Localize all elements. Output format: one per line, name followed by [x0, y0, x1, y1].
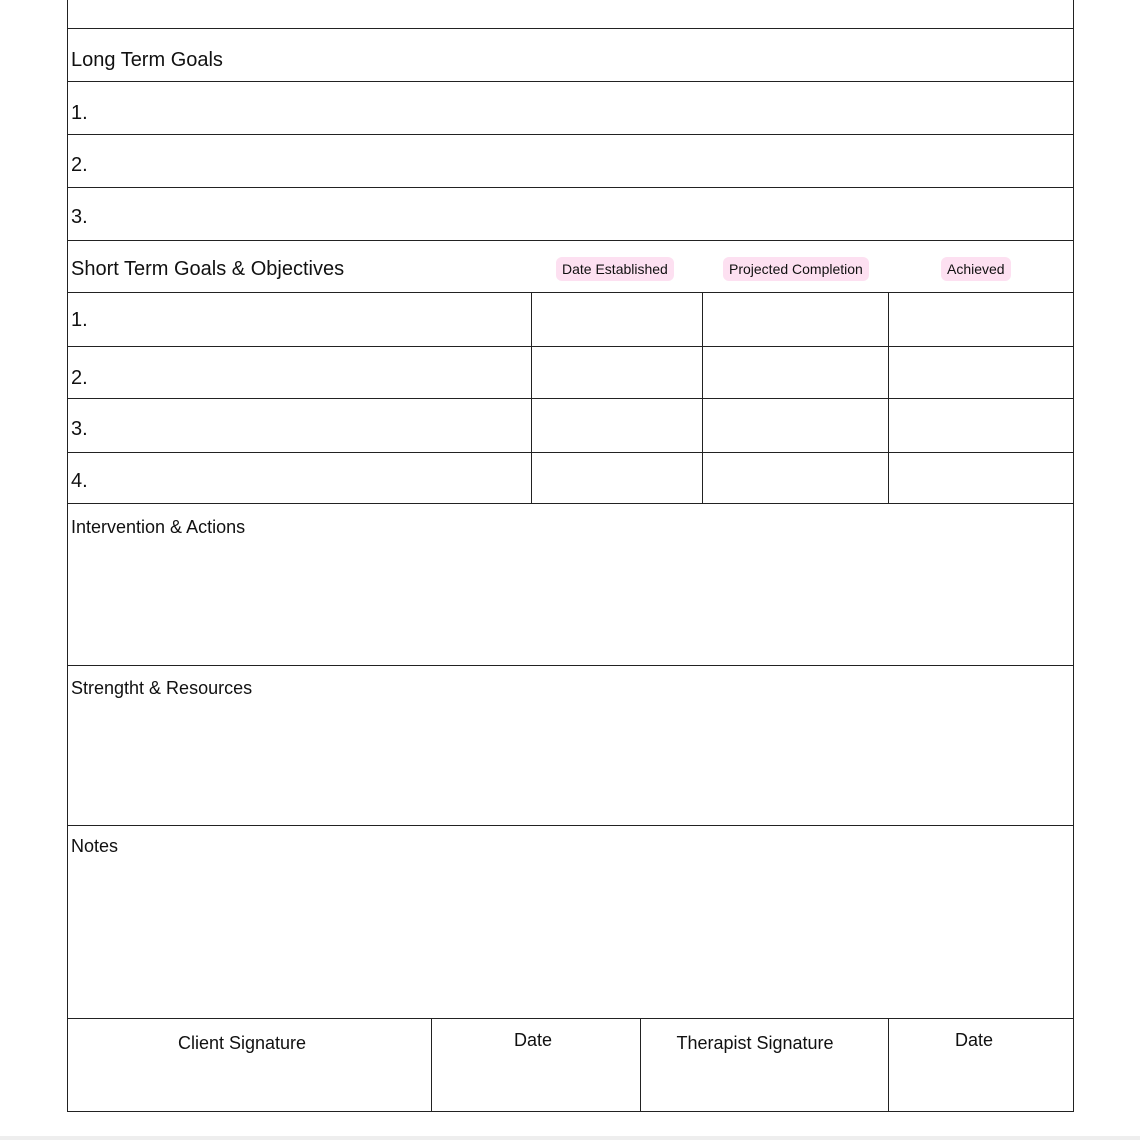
short-term-goal-row[interactable]: [68, 293, 1073, 347]
treatment-plan-form: [67, 0, 1074, 1112]
long-term-goal-number: 1.: [71, 102, 88, 124]
strengths-resources-section[interactable]: [68, 666, 1073, 826]
signature-divider: [640, 1019, 641, 1112]
long-term-goal-row[interactable]: [68, 135, 1073, 188]
long-term-goal-number: 2.: [71, 154, 88, 176]
short-term-goals-header: [68, 241, 1073, 293]
short-term-goal-number: 3.: [71, 418, 88, 440]
achieved-header: Achieved: [941, 257, 1011, 281]
signature-row: [68, 1019, 1073, 1112]
therapist-date-label: Date: [954, 1030, 994, 1050]
column-divider: [702, 293, 703, 504]
long-term-goals-title: Long Term Goals: [71, 49, 223, 71]
projected-completion-header: Projected Completion: [723, 257, 869, 281]
short-term-goal-number: 2.: [71, 367, 88, 389]
therapist-signature-label: Therapist Signature: [676, 1033, 834, 1053]
page-bottom-strip: [0, 1136, 1140, 1140]
column-divider: [531, 293, 532, 504]
client-date-label: Date: [513, 1030, 553, 1050]
short-term-goal-number: 1.: [71, 309, 88, 331]
notes-label: Notes: [71, 836, 119, 856]
short-term-goal-number: 4.: [71, 470, 88, 492]
short-term-goal-row[interactable]: [68, 453, 1073, 504]
notes-section[interactable]: [68, 826, 1073, 1019]
column-divider: [888, 293, 889, 504]
signature-divider: [431, 1019, 432, 1112]
long-term-goal-row[interactable]: [68, 188, 1073, 241]
signature-divider: [888, 1019, 889, 1112]
strengths-resources-label: Strengtht & Resources: [71, 678, 253, 698]
short-term-goal-row[interactable]: [68, 347, 1073, 399]
client-signature-label: Client Signature: [177, 1033, 307, 1053]
long-term-goal-row[interactable]: [68, 82, 1073, 135]
short-term-goals-title: Short Term Goals & Objectives: [71, 258, 345, 280]
long-term-goal-number: 3.: [71, 206, 88, 228]
top-partial-row: [68, 0, 1073, 29]
intervention-actions-section[interactable]: [68, 504, 1073, 666]
long-term-goals-header: [68, 29, 1073, 82]
intervention-actions-label: Intervention & Actions: [71, 517, 246, 537]
short-term-goal-row[interactable]: [68, 399, 1073, 453]
date-established-header: Date Established: [556, 257, 674, 281]
